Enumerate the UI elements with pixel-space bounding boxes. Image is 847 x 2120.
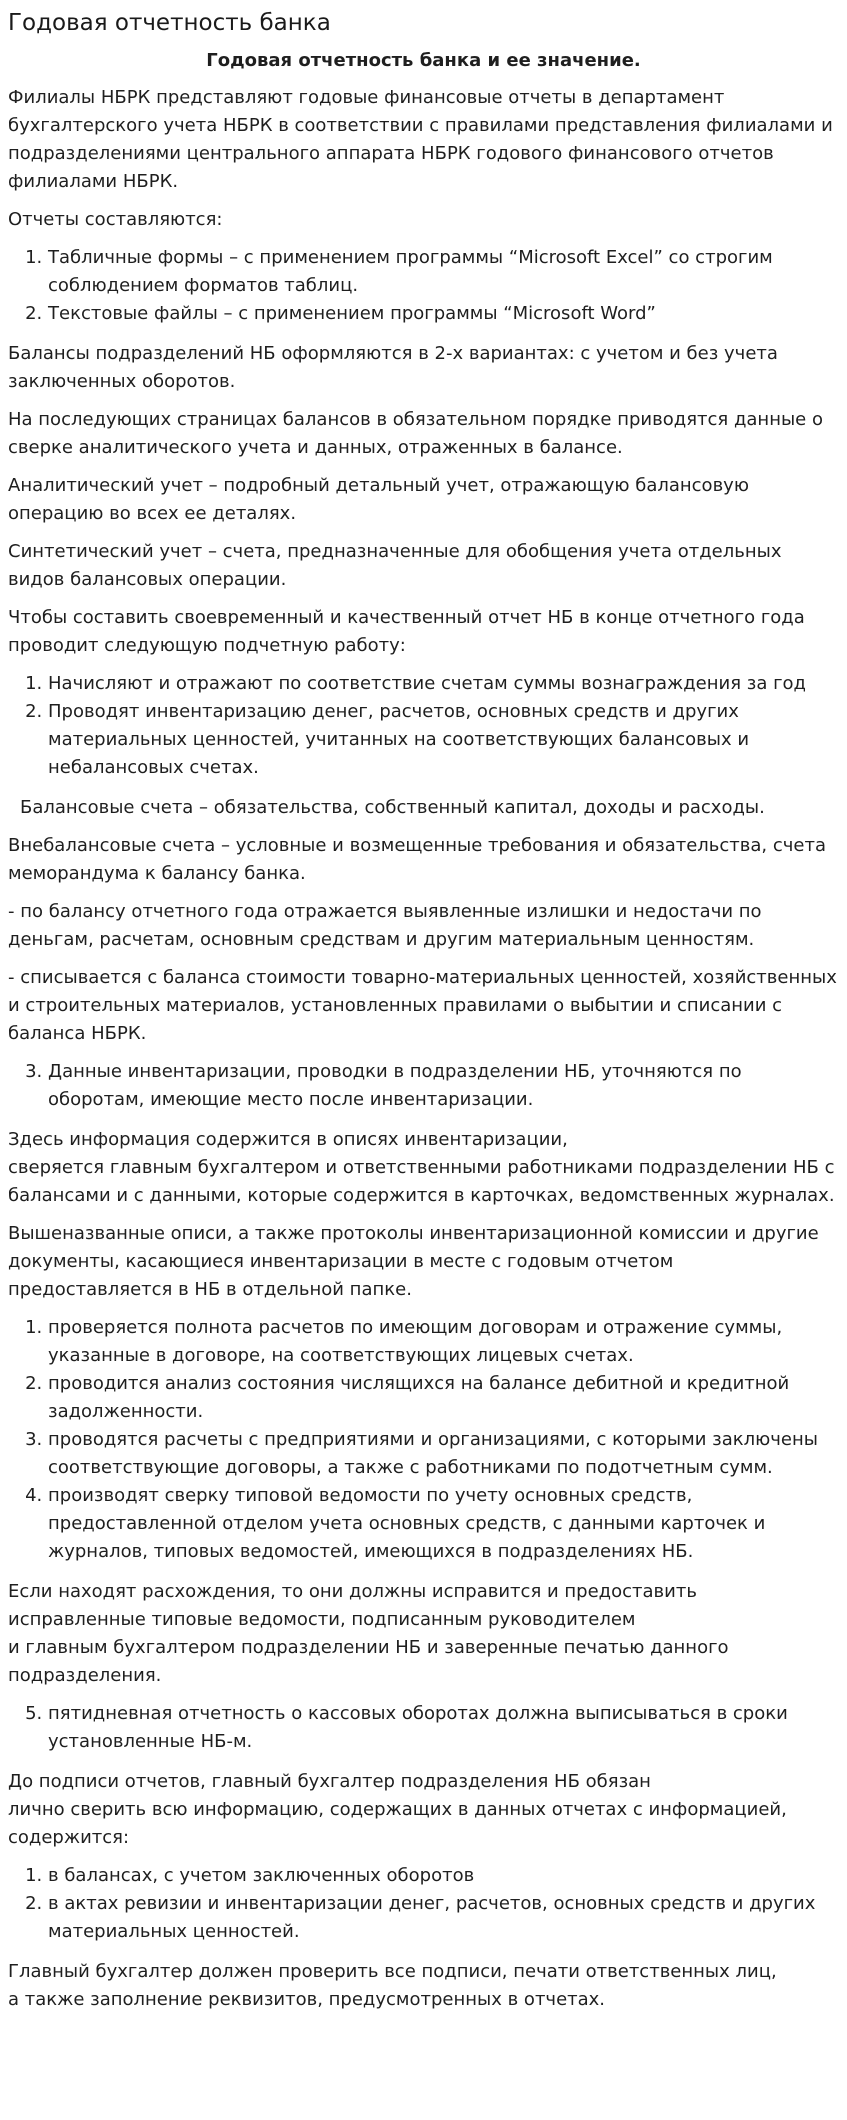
list-item: 2. Текстовые файлы – с применением программы “Microsoft Word”: [48, 300, 839, 328]
list-item: 2. Проводят инвентаризацию денег, расчетов, основных средств и других материальных ценностей, учитанных на соответствующих балансовых и небалансовых счетах.: [48, 698, 839, 782]
list-item: 1. Начисляют и отражают по соответствие счетам суммы вознаграждения за год: [48, 670, 839, 698]
paragraph-balances: Балансы подразделений НБ оформляются в 2-х вариантах: с учетом и без учета заключенных оборотов.: [8, 343, 778, 392]
text-line: и главным бухгалтером подразделении НБ и заверенные печатью данного подразделения.: [8, 1637, 729, 1686]
paragraph-chief-accountant: [8, 1958, 839, 2014]
list-inventory-data: [8, 1058, 839, 1114]
list-item: 2. в актах ревизии и инвентаризации денег, расчетов, основных средств и других материальных ценностей.: [48, 1890, 839, 1946]
paragraph-write-off: - списывается с баланса стоимости товарно-материальных ценностей, хозяйственных и строительных материалов, установленных правилами о выбытии и списании с баланса НБРК.: [8, 967, 837, 1044]
paragraph-before-signing: [8, 1768, 839, 1852]
text-line: исправленные типовые ведомости, подписанным руководителем: [8, 1609, 636, 1630]
paragraph-balance-accounts: Балансовые счета – обязательства, собственный капитал, доходы и расходы.: [20, 797, 765, 818]
list-item: 5. пятидневная отчетность о кассовых оборотах должна выписываться в сроки установленные НБ-м.: [48, 1700, 839, 1756]
paragraph-reports-compiled: Отчеты составляются:: [8, 209, 223, 230]
text-line: Если находят расхождения, то они должны исправится и предоставить: [8, 1581, 697, 1602]
text-line: лично сверить всю информацию, содержащих в данных отчетах с информацией, содержится:: [8, 1799, 787, 1848]
list-report-types: [8, 244, 839, 328]
list-item: 4. производят сверку типовой ведомости по учету основных средств, предоставленной отделом учета основных средств, с данными карточек и журналов, типовых ведомостей, имеющихся в подразделениях НБ.: [48, 1482, 839, 1566]
paragraph-year-end: Чтобы составить своевременный и качественный отчет НБ в конце отчетного года проводит следующую подчетную работу:: [8, 607, 805, 656]
list-item: 1. проверяется полнота расчетов по имеющим договорам и отражение суммы, указанные в договоре, на соответствующих лицевых счетах.: [48, 1314, 839, 1370]
list-item: 3. Данные инвентаризации, проводки в подразделении НБ, уточняются по оборотам, имеющие место после инвентаризации.: [48, 1058, 839, 1114]
list-item: 1. в балансах, с учетом заключенных оборотов: [48, 1862, 839, 1890]
list-item: 2. проводится анализ состояния числящихся на балансе дебитной и кредитной задолженности.: [48, 1370, 839, 1426]
list-five-day: [8, 1700, 839, 1756]
paragraph-off-balance: Внебалансовые счета – условные и возмещенные требования и обязательства, счета меморандума к балансу банка.: [8, 835, 826, 884]
text-line: Главный бухгалтер должен проверить все подписи, печати ответственных лиц,: [8, 1961, 777, 1982]
list-checks: [8, 1314, 839, 1566]
paragraph-reconciliation: На последующих страницах балансов в обязательном порядке приводятся данные о сверке аналитического учета и данных, отраженных в балансе.: [8, 409, 823, 458]
paragraph-inventory-docs: Вышеназванные описи, а также протоколы инвентаризационной комиссии и другие документы, касающиеся инвентаризации в месте с годовым отчетом предоставляется в НБ в отдельной папке.: [8, 1223, 819, 1300]
paragraph-synthetic: Синтетический учет – счета, предназначенные для обобщения учета отдельных видов балансовых операции.: [8, 541, 782, 590]
text-line: сверяется главным бухгалтером и ответственными работниками подразделении НБ с балансами и с данными, которые содержится в карточках, ведомственных журналах.: [8, 1157, 835, 1206]
paragraph-analytical: Аналитический учет – подробный детальный учет, отражающую балансовую операцию во всех ее деталях.: [8, 475, 749, 524]
text-line: Здесь информация содержится в описях инвентаризации,: [8, 1129, 568, 1150]
list-item: 1. Табличные формы – с применением программы “Microsoft Excel” со строгим соблюдением форматов таблиц.: [48, 244, 839, 300]
document-subtitle: Годовая отчетность банка и ее значение.: [206, 50, 641, 71]
list-verification: [8, 1862, 839, 1946]
paragraph-branches: Филиалы НБРК представляют годовые финансовые отчеты в департамент бухгалтерского учета НБРК в соответствии с правилами представления филиалами и подразделениями центрального аппарата НБРК годового финансового отчетов филиалами НБРК.: [8, 87, 833, 192]
paragraph-inventory-info: [8, 1126, 839, 1210]
paragraph-discrepancies: [8, 1578, 839, 1690]
document-page: [0, 6, 847, 2014]
text-line: До подписи отчетов, главный бухгалтер подразделения НБ обязан: [8, 1771, 651, 1792]
text-line: а также заполнение реквизитов, предусмотренных в отчетах.: [8, 1989, 606, 2010]
paragraph-surplus-shortage: - по балансу отчетного года отражается выявленные излишки и недостачи по деньгам, расчетам, основным средствам и другим материальным ценностям.: [8, 901, 762, 950]
list-year-end-work: [8, 670, 839, 782]
list-item: 3. проводятся расчеты с предприятиями и организациями, с которыми заключены соответствующие договоры, а также с работниками по подотчетным сумм.: [48, 1426, 839, 1482]
page-title: Годовая отчетность банка: [8, 10, 331, 36]
